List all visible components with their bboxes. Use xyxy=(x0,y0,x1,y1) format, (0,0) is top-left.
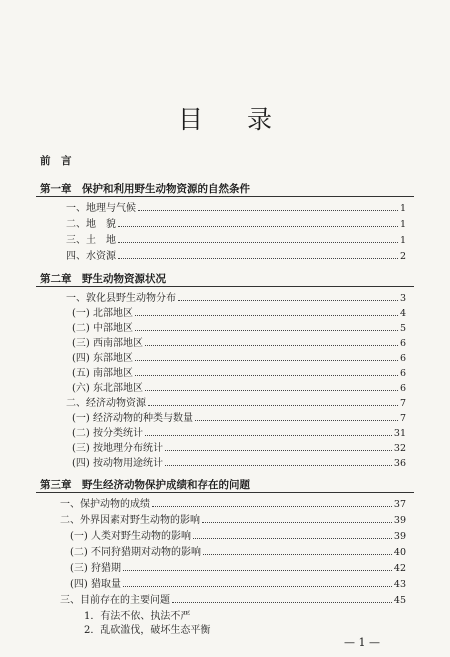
preface-heading: 前 言 xyxy=(40,155,72,167)
chapter-2-rule xyxy=(36,286,414,287)
toc-entry: (二) 按分类统计 31 xyxy=(72,425,406,439)
title-char-2: 录 xyxy=(247,105,273,134)
toc-entry: 四、水资源 2 xyxy=(66,248,406,262)
toc-entry: (一) 经济动物的种类与数量 7 xyxy=(72,410,406,424)
toc-entry: (六) 东北部地区 6 xyxy=(72,380,406,394)
chapter-1-heading: 第一章 保护和利用野生动物资源的自然条件 xyxy=(40,183,250,195)
toc-entry: (二) 中部地区 5 xyxy=(72,320,406,334)
toc-entry: 一、保护动物的成绩 37 xyxy=(60,496,406,510)
toc-entry: (四) 按动物用途统计 36 xyxy=(72,455,406,469)
title-char-1: 目 xyxy=(177,105,203,134)
toc-entry: 一、敦化县野生动物分布 3 xyxy=(66,290,406,304)
toc-entry: (四) 猎取量 43 xyxy=(70,576,406,590)
chapter-2-heading: 第二章 野生动物资源状况 xyxy=(40,273,166,285)
toc-entry: (三) 西南部地区 6 xyxy=(72,335,406,349)
toc-subitem: 2．乱砍滥伐，破坏生态平衡 xyxy=(84,625,211,636)
chapter-3-heading: 第三章 野生经济动物保护成绩和存在的问题 xyxy=(40,479,250,491)
chapter-3-rule xyxy=(36,492,414,493)
toc-entry: (一) 人类对野生动物的影响 39 xyxy=(70,528,406,542)
toc-entry: (五) 南部地区 6 xyxy=(72,365,406,379)
toc-entry: 二、地 貌 1 xyxy=(66,216,406,230)
toc-entry: (四) 东部地区 6 xyxy=(72,350,406,364)
toc-entry: (二) 不同狩猎期对动物的影响 40 xyxy=(70,544,406,558)
chapter-1-rule xyxy=(36,196,414,197)
toc-entry: (三) 狩猎期 42 xyxy=(70,560,406,574)
toc-entry: (一) 北部地区 4 xyxy=(72,305,406,319)
toc-entry: 二、外界因素对野生动物的影响 39 xyxy=(60,512,406,526)
page-title xyxy=(0,100,450,136)
toc-entry: 一、地理与气候 1 xyxy=(66,200,406,214)
toc-entry: (三) 按地理分布统计 32 xyxy=(72,440,406,454)
toc-entry: 三、目前存在的主要问题 45 xyxy=(60,592,406,606)
toc-subitem: 1．有法不依、执法不严 xyxy=(84,611,191,622)
page-number: — 1 — xyxy=(344,636,380,649)
toc-entry: 三、土 地 1 xyxy=(66,232,406,246)
toc-entry: 二、经济动物资源 7 xyxy=(66,395,406,409)
